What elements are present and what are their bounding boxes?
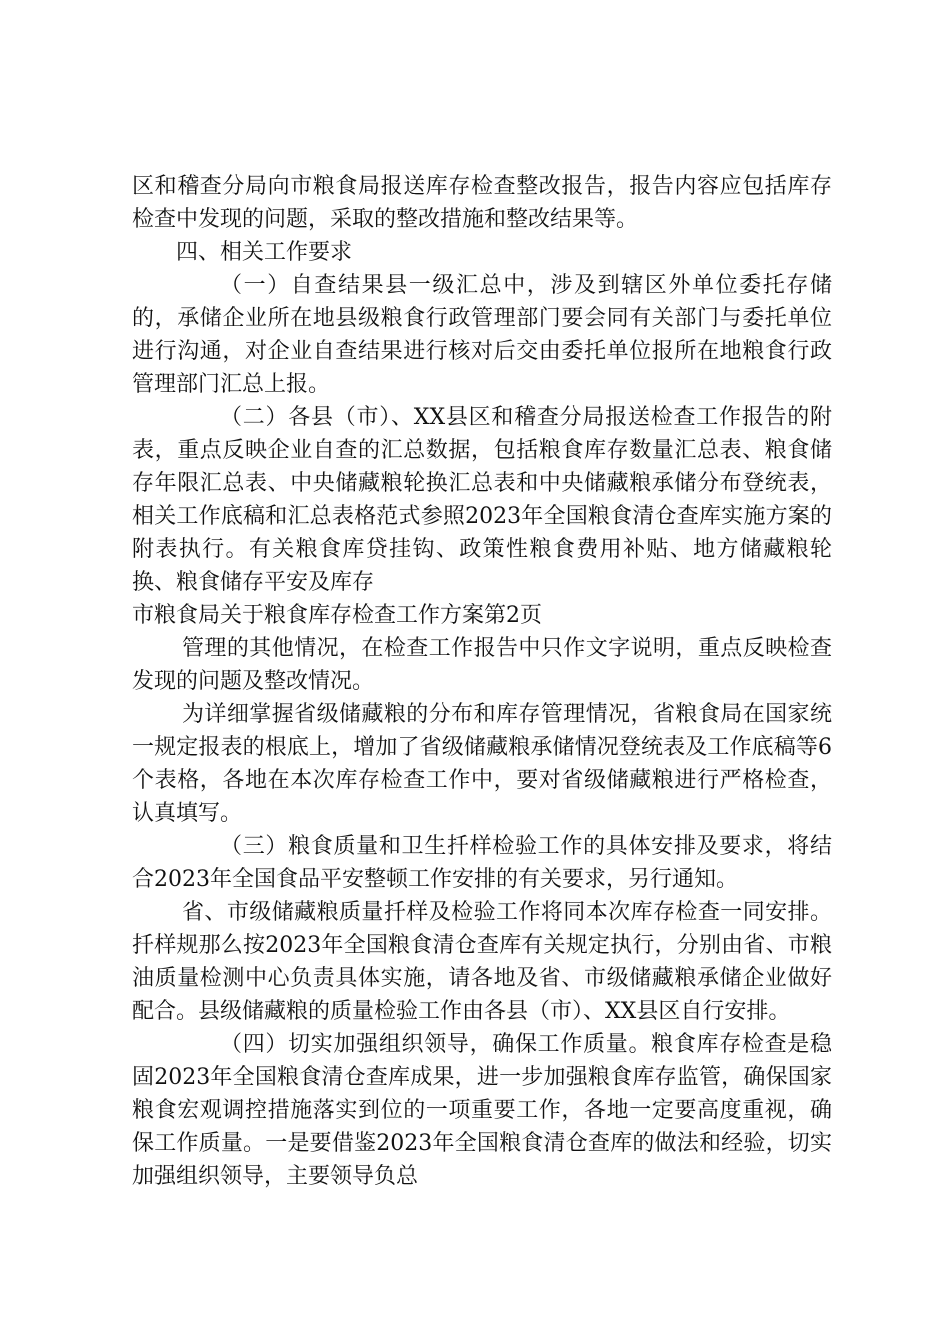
paragraph-rectification-report: 区和稽查分局向市粮食局报送库存检查整改报告，报告内容应包括库存检查中发现的问题，采取的整改措施和整改结果等。	[132, 174, 832, 232]
paragraph-item-2: （二）各县（市）、XX县区和稽查分局报送检查工作报告的附表，重点反映企业自查的汇总数据，包括粮食库存数量汇总表、粮食储存年限汇总表、中央储藏粮轮换汇总表和中央储藏粮承储分布登统表，相关工作底稿和汇总表格范式参照2023年全国粮食清仓查库实施方案的附表执行。有关粮食库贷挂钩、政策性粮食费用补贴、地方储藏粮轮换、粮食储存平安及库存	[132, 405, 832, 595]
paragraph-item-3: （三）粮食质量和卫生扦样检验工作的具体安排及要求，将结合2023年全国食品平安整顿工作安排的有关要求，另行通知。	[132, 834, 832, 892]
paragraph-other-management: 管理的其他情况，在检查工作报告中只作文字说明，重点反映检查发现的问题及整改情况。	[132, 636, 832, 694]
document-body	[132, 170, 832, 1193]
paragraph-item-4: （四）切实加强组织领导，确保工作质量。粮食库存检查是稳固2023年全国粮食清仓查库成果，进一步加强粮食库存监管，确保国家粮食宏观调控措施落实到位的一项重要工作，各地一定要高度重视，确保工作质量。一是要借鉴2023年全国粮食清仓查库的做法和经验，切实加强组织领导，主要领导负总	[132, 1032, 832, 1189]
paragraph-provincial-reserve: 为详细掌握省级储藏粮的分布和库存管理情况，省粮食局在国家统一规定报表的根底上，增加了省级储藏粮承储情况登统表及工作底稿等6个表格，各地在本次库存检查工作中，要对省级储藏粮进行严格检查，认真填写。	[132, 702, 832, 826]
page-footer-line: 市粮食局关于粮食库存检查工作方案第2页	[132, 603, 542, 628]
section-heading-requirements: 四、相关工作要求	[176, 240, 353, 265]
paragraph-item-1: （一）自查结果县一级汇总中，涉及到辖区外单位委托存储的，承储企业所在地县级粮食行政管理部门要会同有关部门与委托单位进行沟通，对企业自查结果进行核对后交由委托单位报所在地粮食行政管理部门汇总上报。	[132, 273, 832, 397]
paragraph-quality-sampling: 省、市级储藏粮质量扦样及检验工作将同本次库存检查一同安排。扦样规那么按2023年全国粮食清仓查库有关规定执行，分别由省、市粮油质量检测中心负责具体实施，请各地及省、市级储藏粮承储企业做好配合。县级储藏粮的质量检验工作由各县（市）、XX县区自行安排。	[132, 900, 832, 1024]
